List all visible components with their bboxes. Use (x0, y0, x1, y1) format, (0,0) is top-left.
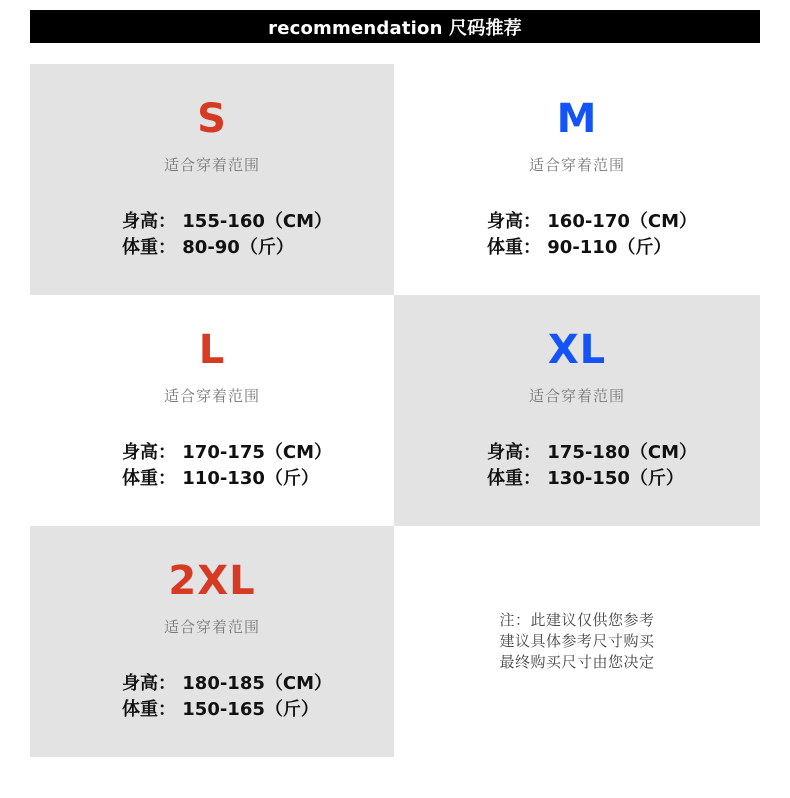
weight-range: 体重： 130-150（斤） (487, 468, 684, 489)
weight-range: 体重： 80-90（斤） (122, 237, 294, 258)
measurements (487, 440, 698, 492)
size-label: M (556, 96, 598, 142)
size-label: L (198, 327, 226, 373)
height-range: 身高： 175-180（CM） (487, 442, 698, 463)
note-line: 最终购买尺寸由您决定 (499, 653, 655, 671)
suit-range-label: 适合穿着范围 (528, 156, 625, 174)
size-card-s (30, 64, 394, 295)
weight-range: 体重： 90-110（斤） (487, 237, 672, 258)
note-line: 建议具体参考尺寸购买 (499, 632, 655, 650)
header-bar (30, 10, 760, 43)
measurements (122, 671, 333, 723)
height-range: 身高： 155-160（CM） (122, 211, 333, 232)
size-card-l (30, 295, 394, 526)
suit-range-label: 适合穿着范围 (163, 387, 260, 405)
note-line: 注：此建议仅供您参考 (499, 611, 655, 629)
measurements (122, 209, 333, 261)
suit-range-label: 适合穿着范围 (163, 156, 260, 174)
suit-range-label: 适合穿着范围 (163, 618, 260, 636)
size-advice-note (394, 526, 760, 757)
size-card-m (394, 64, 760, 295)
size-card-xl (394, 295, 760, 526)
height-range: 身高： 180-185（CM） (122, 673, 333, 694)
size-label: 2XL (168, 558, 256, 604)
size-label: S (197, 96, 227, 142)
measurements (122, 440, 333, 492)
size-card-2xl (30, 526, 394, 757)
size-label: XL (547, 327, 607, 373)
weight-range: 体重： 110-130（斤） (122, 468, 319, 489)
height-range: 身高： 160-170（CM） (487, 211, 698, 232)
weight-range: 体重： 150-165（斤） (122, 699, 319, 720)
suit-range-label: 适合穿着范围 (528, 387, 625, 405)
header-title: recommendation 尺码推荐 (268, 17, 522, 39)
height-range: 身高： 170-175（CM） (122, 442, 333, 463)
measurements (487, 209, 698, 261)
